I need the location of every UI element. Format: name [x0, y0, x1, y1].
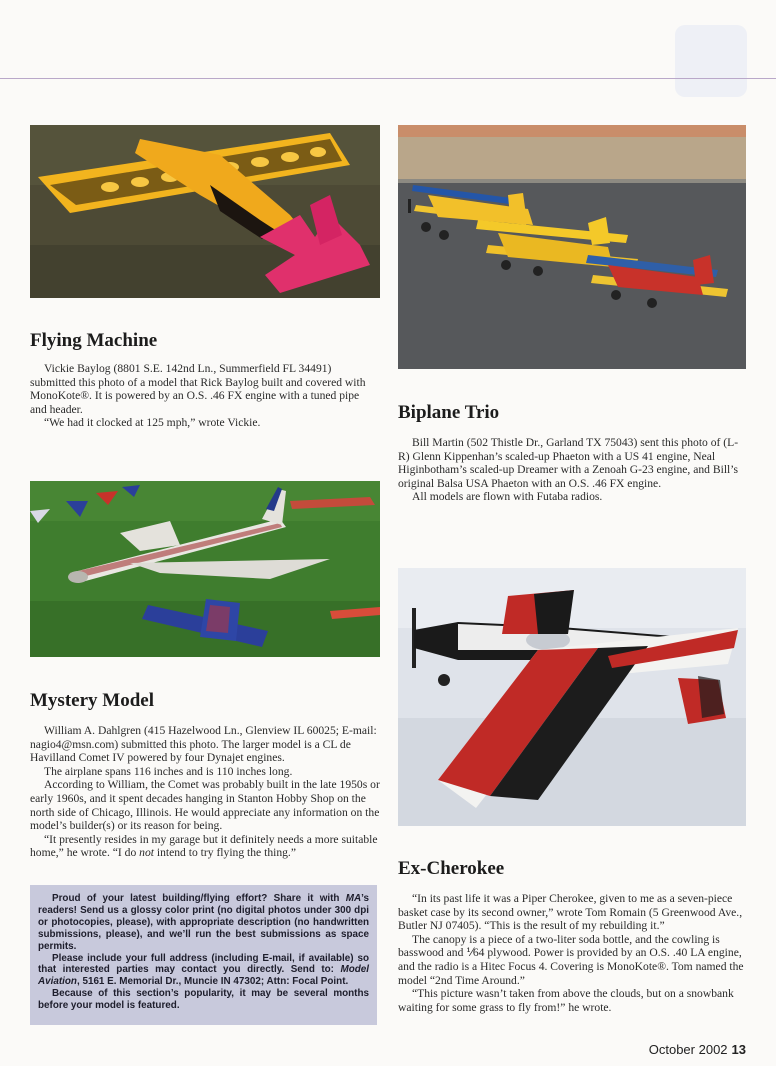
- biplane-trio-title: Biplane Trio: [398, 402, 500, 423]
- mystery-model-title: Mystery Model: [30, 690, 154, 711]
- ex-cherokee-p3: “This picture wasn’t taken from above the clouds, but on a snowbank waiting for some grass to fly from!” he wrote.: [398, 987, 734, 1014]
- submission-info-p1: [38, 893, 369, 953]
- biplane-trio-photo: [398, 125, 746, 369]
- submission-info-p3: Because of this section’s popularity, it may be several months before your model is featured.: [38, 988, 369, 1012]
- submission-info-p1-a: Proud of your latest building/flying effort? Share it with: [52, 893, 346, 904]
- mystery-model-p4-emphasis: not: [139, 846, 154, 860]
- biplane-trio-p2: All models are flown with Futaba radios.: [412, 490, 603, 504]
- issue-date: October 2002: [648, 1042, 728, 1057]
- flying-machine-photo: [30, 125, 380, 298]
- header-rule: [0, 78, 776, 79]
- ex-cherokee-text: [398, 892, 746, 1014]
- flying-machine-p2: “We had it clocked at 125 mph,” wrote Vickie.: [44, 416, 261, 430]
- submission-info-p1-b: ’s readers! Send us a glossy color print (no digital photos under 300 dpi or photocopies, please), with appropriate description (no handwritten submissions, please), and we’ll run the best submissions as space permits.: [38, 893, 369, 952]
- mystery-model-p4-b: intend to try flying the thing.”: [153, 846, 296, 860]
- ex-cherokee-p1: “In its past life it was a Piper Cherokee, given to me as a seven-piece basket case by its second owner,” wrote Tom Romain (5 Greenwood Ave., Butler NJ 07405). “This is the result of my rebuilding it.”: [398, 892, 743, 933]
- ex-cherokee-p2: The canopy is a piece of a two-liter soda bottle, and the cowling is basswood and ⅟64 plywood. Power is provided by an O.S. .40 LA engine, and the radio is a Hitec Focus 4. Covering is MonoKote®. Tom named the model “2nd Time Around.”: [398, 932, 744, 987]
- submission-info-p2-b: , 5161 E. Memorial Dr., Muncie IN 47302; Attn: Focal Point.: [76, 976, 349, 988]
- mystery-model-p2: The airplane spans 116 inches and is 110 inches long.: [44, 764, 293, 778]
- submission-info-p2: [38, 953, 369, 989]
- submission-info-p1-emphasis: MA: [345, 893, 362, 904]
- mystery-model-photo: [30, 481, 380, 657]
- submission-info-box: [30, 885, 377, 1025]
- ex-cherokee-photo: [398, 568, 746, 826]
- flying-machine-title: Flying Machine: [30, 330, 158, 351]
- ex-cherokee-title: Ex-Cherokee: [398, 858, 505, 879]
- header-logo-ghost: [675, 25, 747, 97]
- submission-info-p2-a: Please include your full address (including E-mail, if available) so that interested parties may contact you directly. Send to:: [38, 952, 369, 976]
- page-number: 13: [731, 1042, 746, 1057]
- page-footer: [649, 1042, 746, 1057]
- mystery-model-p3: According to William, the Comet was probably built in the late 1950s or early 1960s, and it spent decades hanging in Stanton Hobby Shop on the north side of Chicago, Illinois. He would appreciate any information on the model’s builder(s) or its reason for being.: [30, 778, 380, 833]
- biplane-trio-p1: Bill Martin (502 Thistle Dr., Garland TX 75043) sent this photo of (L-R) Glenn Kippenhan’s scaled-up Phaeton with a US 41 engine, Neal Higinbotham’s scaled-up Dreamer with a Zenoah G-23 engine, and Bill’s original Balsa USA Phaeton with an O.S. .46 FX engine.: [398, 436, 739, 490]
- submission-info-p2-emphasis: Model Aviation: [38, 964, 369, 988]
- flying-machine-p1: Vickie Baylog (8801 S.E. 142nd Ln., Summerfield FL 34491) submitted this photo of a model that Rick Baylog built and covered with MonoKote®. It is powered by an O.S. .46 FX engine with a tuned pipe and header.: [30, 362, 366, 416]
- flying-machine-text: [30, 362, 376, 430]
- biplane-trio-text: [398, 436, 746, 504]
- mystery-model-text: [30, 724, 380, 860]
- mystery-model-p4-a: “It presently resides in my garage but it definitely needs a more suitable home,” he wrote. “I do: [30, 832, 378, 860]
- mystery-model-p4: [30, 833, 380, 860]
- mystery-model-p1: William A. Dahlgren (415 Hazelwood Ln., Glenview IL 60025; E-mail: nagio4@msn.com) submitted this photo. The larger model is a CL de Havilland Comet IV powered by four Dynajet engines.: [30, 724, 377, 765]
